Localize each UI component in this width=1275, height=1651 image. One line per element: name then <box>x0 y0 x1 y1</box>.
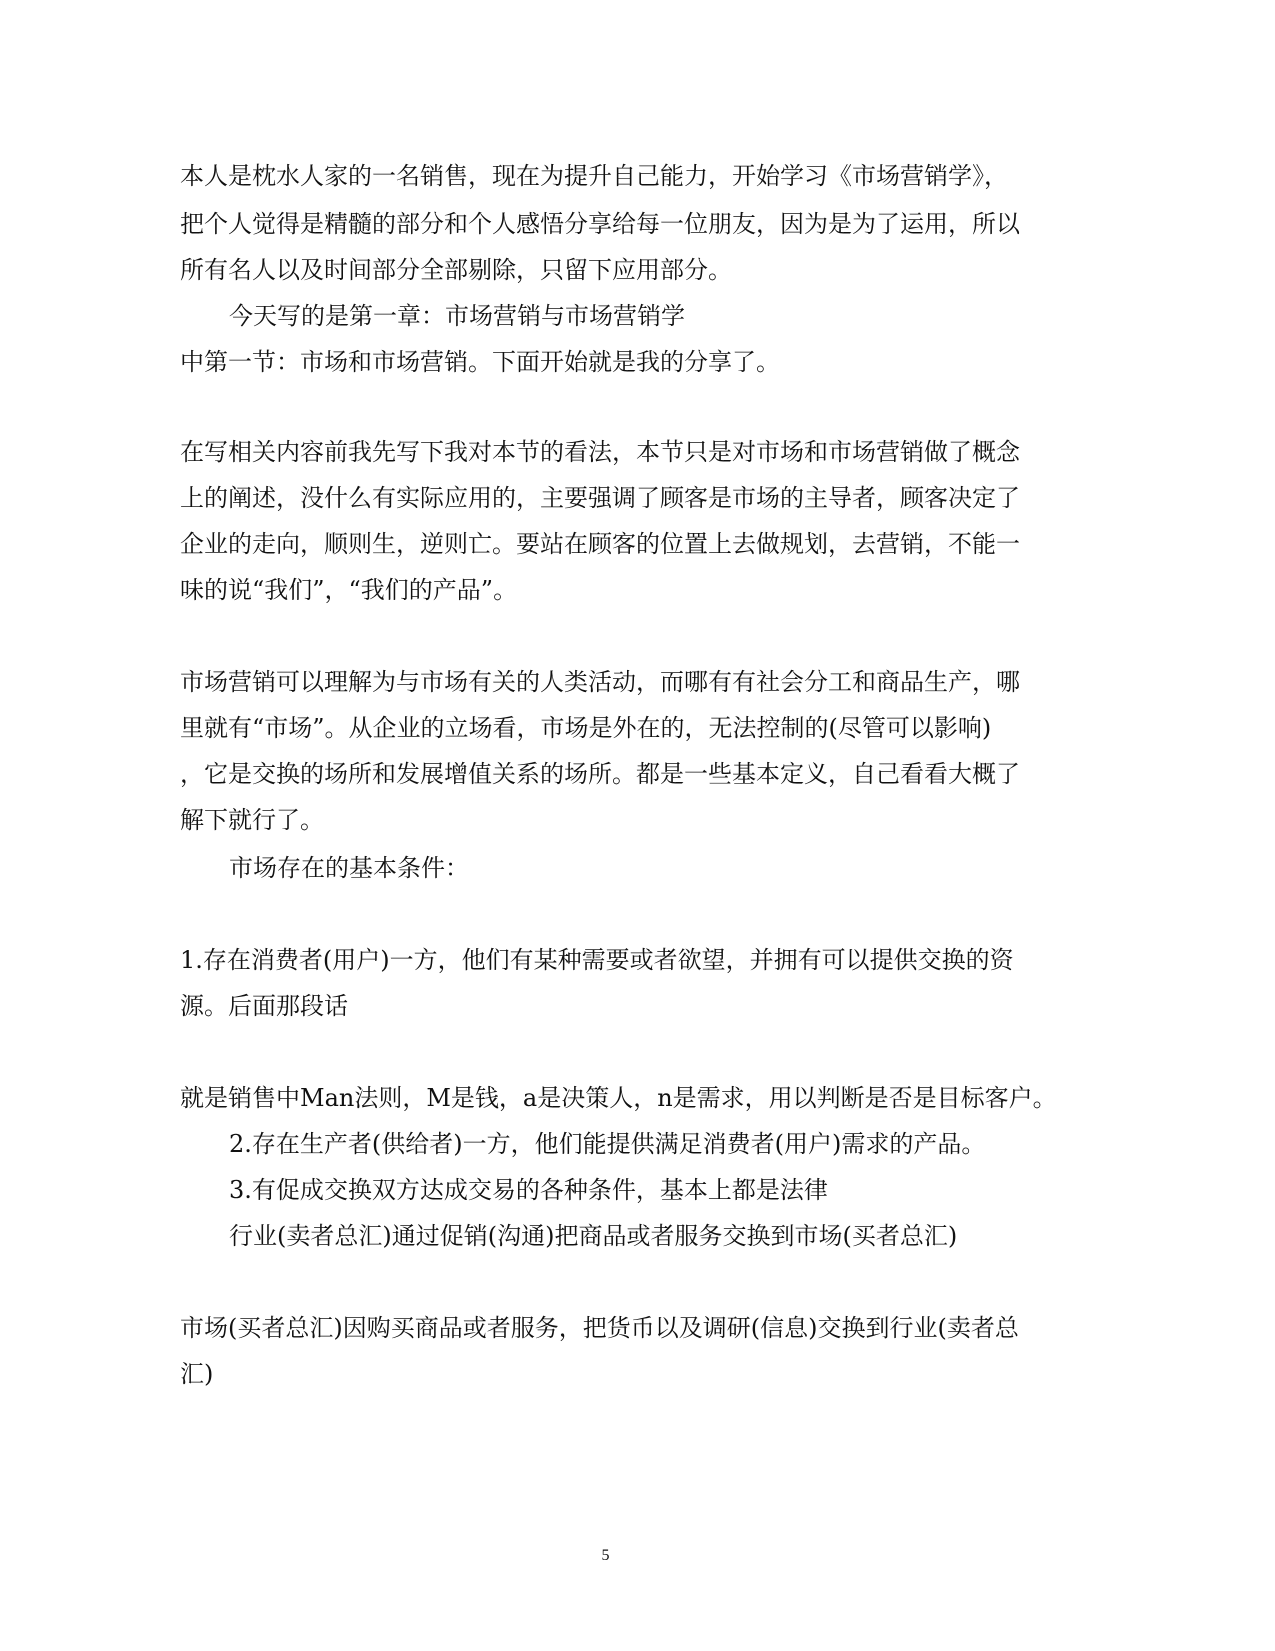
text-line: ，它是交换的场所和发展增值关系的场所。都是一些基本定义，自己看看大概了 <box>180 760 1020 788</box>
text-line: 2.存在生产者(供给者)一方，他们能提供满足消费者(用户)需求的产品。 <box>229 1130 986 1158</box>
text-line: 1.存在消费者(用户)一方，他们有某种需要或者欲望，并拥有可以提供交换的资 <box>180 946 1014 974</box>
text-line: 上的阐述，没什么有实际应用的，主要强调了顾客是市场的主导者，顾客决定了 <box>180 484 1020 512</box>
text-line: 解下就行了。 <box>180 806 324 834</box>
text-line: 汇) <box>180 1360 214 1388</box>
text-line: 所有名人以及时间部分全部剔除，只留下应用部分。 <box>180 256 732 284</box>
text-line: 本人是枕水人家的一名销售，现在为提升自己能力，开始学习《市场营销学》， <box>180 162 1008 190</box>
text-line: 把个人觉得是精髓的部分和个人感悟分享给每一位朋友，因为是为了运用，所以 <box>180 210 1020 238</box>
text-line: 企业的走向，顺则生，逆则亡。要站在顾客的位置上去做规划，去营销，不能一 <box>180 530 1020 558</box>
text-line: 市场(买者总汇)因购买商品或者服务，把货币以及调研(信息)交换到行业(卖者总 <box>180 1314 1019 1342</box>
text-line: 市场存在的基本条件： <box>229 854 469 882</box>
text-line: 就是销售中Man法则，M是钱，a是决策人，n是需求，用以判断是否是目标客户。 <box>180 1084 1057 1112</box>
text-line: 中第一节：市场和市场营销。下面开始就是我的分享了。 <box>180 348 780 376</box>
text-line: 源。后面那段话 <box>180 992 348 1020</box>
text-line: 市场营销可以理解为与市场有关的人类活动，而哪有有社会分工和商品生产，哪 <box>180 668 1020 696</box>
text-line: 在写相关内容前我先写下我对本节的看法，本节只是对市场和市场营销做了概念 <box>180 438 1020 466</box>
text-line: 行业(卖者总汇)通过促销(沟通)把商品或者服务交换到市场(买者总汇) <box>229 1222 958 1250</box>
text-line: 里就有“市场”。从企业的立场看，市场是外在的，无法控制的(尽管可以影响) <box>180 714 992 742</box>
text-line: 3.有促成交换双方达成交易的各种条件，基本上都是法律 <box>229 1176 828 1204</box>
text-line: 今天写的是第一章：市场营销与市场营销学 <box>229 302 685 330</box>
page-number: 5 <box>601 1547 610 1564</box>
text-line: 味的说“我们”，“我们的产品”。 <box>180 576 518 604</box>
